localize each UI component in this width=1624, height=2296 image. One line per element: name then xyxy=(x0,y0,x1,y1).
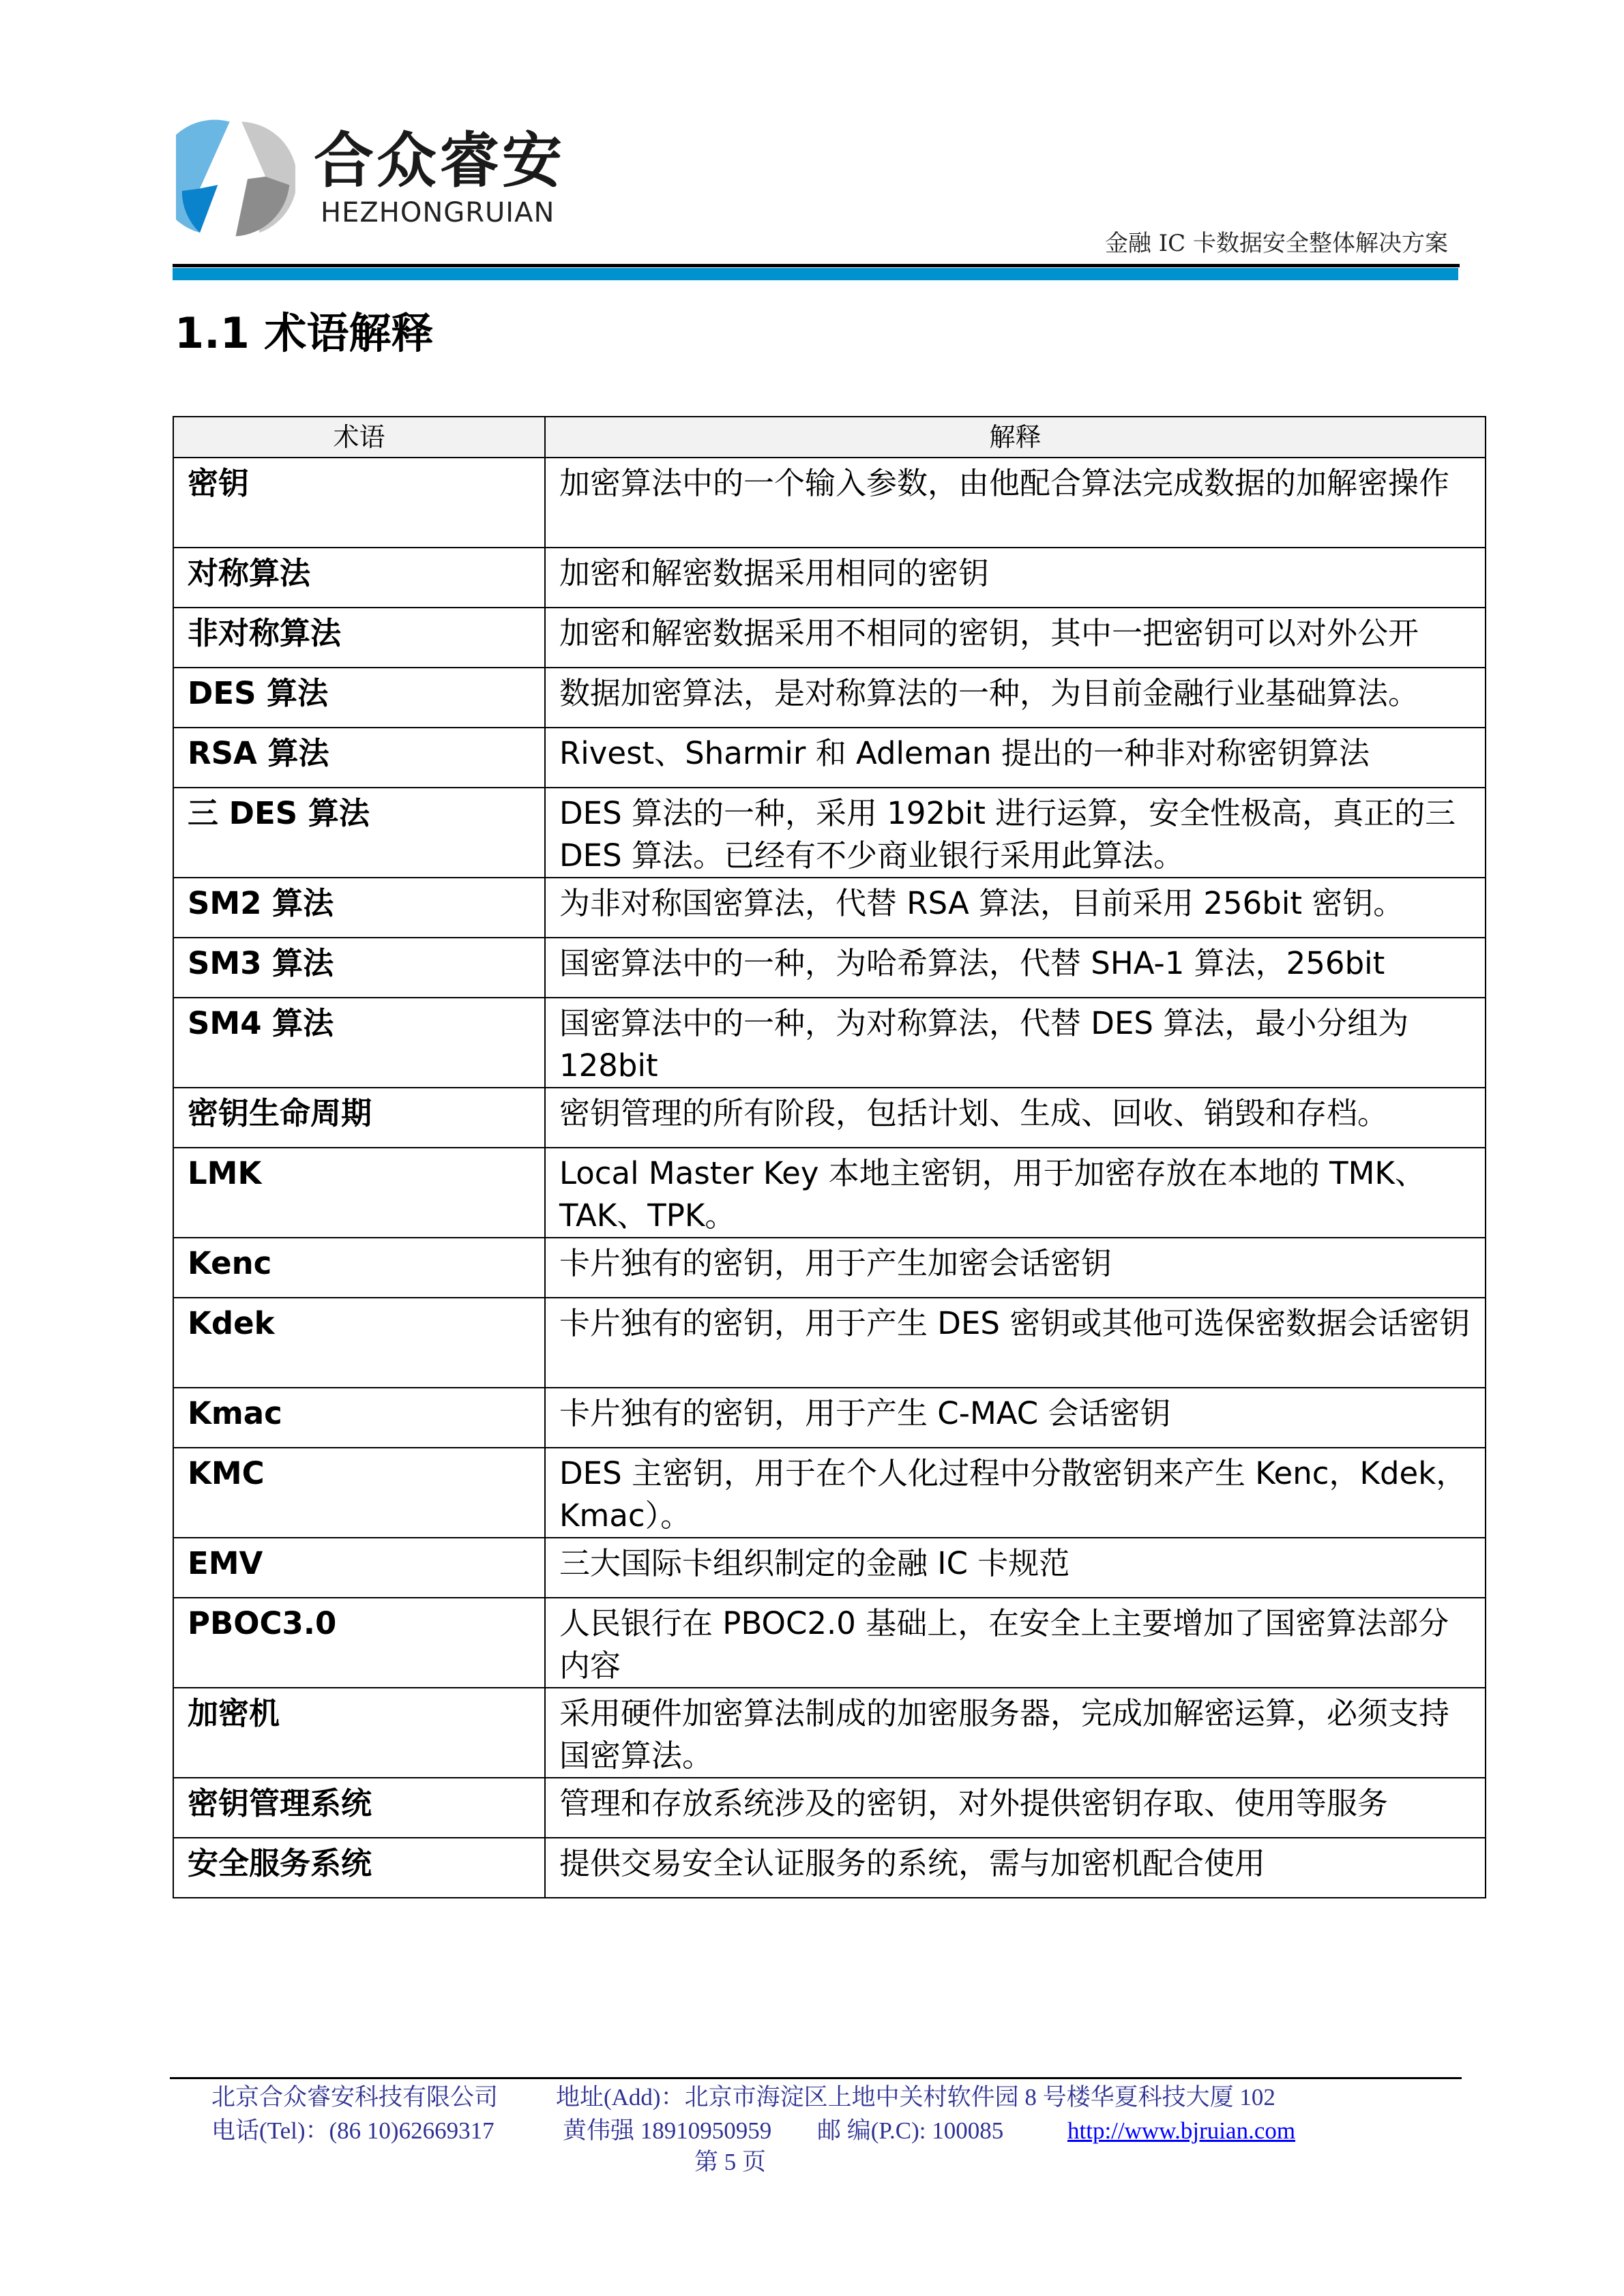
description-cell: 卡片独有的密钥，用于产生 DES 密钥或其他可选保密数据会话密钥 xyxy=(545,1298,1486,1388)
footer-company: 北京合众睿安科技有限公司 xyxy=(211,2084,499,2111)
section-title: 1.1 术语解释 xyxy=(175,308,434,358)
term-cell: 密钥管理系统 xyxy=(173,1778,545,1838)
table-row xyxy=(173,788,1486,878)
footer-address: 地址(Add)：北京市海淀区上地中关村软件园 8 号楼华夏科技大厦 102 xyxy=(556,2084,1275,2111)
table-row xyxy=(173,1538,1486,1598)
table-row xyxy=(173,1838,1486,1898)
table-row xyxy=(173,938,1486,998)
glossary-table xyxy=(173,416,1486,1898)
page-number: 第 5 页 xyxy=(694,2149,767,2175)
description-cell: 卡片独有的密钥，用于产生加密会话密钥 xyxy=(545,1238,1486,1298)
description-cell: 人民银行在 PBOC2.0 基础上，在安全上主要增加了国密算法部分内容 xyxy=(545,1598,1486,1688)
term-cell: SM3 算法 xyxy=(173,938,545,998)
table-row xyxy=(173,1778,1486,1838)
description-cell: 密钥管理的所有阶段，包括计划、生成、回收、销毁和存档。 xyxy=(545,1088,1486,1148)
description-cell: 国密算法中的一种，为对称算法，代替 DES 算法，最小分组为 128bit xyxy=(545,998,1486,1088)
description-cell: 卡片独有的密钥，用于产生 C-MAC 会话密钥 xyxy=(545,1388,1486,1448)
term-cell: 三 DES 算法 xyxy=(173,788,545,878)
logo-text-en: HEZHONGRUIAN xyxy=(321,197,555,228)
table-row xyxy=(173,1598,1486,1688)
term-cell: 对称算法 xyxy=(173,548,545,608)
term-cell: Kmac xyxy=(173,1388,545,1448)
column-header-desc: 解释 xyxy=(545,417,1486,458)
header-accent-bar xyxy=(173,268,1458,280)
table-row xyxy=(173,548,1486,608)
description-cell: DES 算法的一种，采用 192bit 进行运算，安全性极高，真正的三 DES 算法。已经有不少商业银行采用此算法。 xyxy=(545,788,1486,878)
table-row xyxy=(173,1388,1486,1448)
footer-postcode: 邮 编(P.C): 100085 xyxy=(817,2117,1004,2144)
term-cell: EMV xyxy=(173,1538,545,1598)
term-cell: 密钥生命周期 xyxy=(173,1088,545,1148)
description-cell: DES 主密钥，用于在个人化过程中分散密钥来产生 Kenc，Kdek，Kmac）。 xyxy=(545,1448,1486,1538)
description-cell: 三大国际卡组织制定的金融 IC 卡规范 xyxy=(545,1538,1486,1598)
term-cell: SM2 算法 xyxy=(173,878,545,938)
term-cell: DES 算法 xyxy=(173,668,545,728)
column-header-term: 术语 xyxy=(173,417,545,458)
term-cell: 非对称算法 xyxy=(173,608,545,668)
table-row xyxy=(173,728,1486,788)
logo-text-cn: 合众睿安 xyxy=(314,125,565,196)
term-cell: Kenc xyxy=(173,1238,545,1298)
description-cell: Rivest、Sharmir 和 Adleman 提出的一种非对称密钥算法 xyxy=(545,728,1486,788)
term-cell: 安全服务系统 xyxy=(173,1838,545,1898)
term-cell: Kdek xyxy=(173,1298,545,1388)
table-header-row xyxy=(173,417,1486,458)
footer-website-link[interactable]: http://www.bjruian.com xyxy=(1067,2117,1296,2144)
table-row xyxy=(173,1088,1486,1148)
table-row xyxy=(173,1148,1486,1238)
description-cell: Local Master Key 本地主密钥，用于加密存放在本地的 TMK、TAK、TPK。 xyxy=(545,1148,1486,1238)
term-cell: 加密机 xyxy=(173,1688,545,1778)
document-title: 金融 IC 卡数据安全整体解决方案 xyxy=(1104,230,1448,257)
header-divider xyxy=(173,264,1460,267)
footer-tel: 电话(Tel)：(86 10)62669317 xyxy=(211,2117,494,2144)
table-row xyxy=(173,998,1486,1088)
term-cell: RSA 算法 xyxy=(173,728,545,788)
footer-divider xyxy=(170,2077,1462,2079)
company-logo-icon xyxy=(176,119,295,239)
term-cell: KMC xyxy=(173,1448,545,1538)
term-cell: LMK xyxy=(173,1148,545,1238)
table-row xyxy=(173,1688,1486,1778)
table-row xyxy=(173,1448,1486,1538)
description-cell: 提供交易安全认证服务的系统，需与加密机配合使用 xyxy=(545,1838,1486,1898)
table-row xyxy=(173,608,1486,668)
table-row xyxy=(173,458,1486,548)
description-cell: 为非对称国密算法，代替 RSA 算法，目前采用 256bit 密钥。 xyxy=(545,878,1486,938)
description-cell: 国密算法中的一种，为哈希算法，代替 SHA-1 算法，256bit xyxy=(545,938,1486,998)
table-row xyxy=(173,1238,1486,1298)
term-cell: PBOC3.0 xyxy=(173,1598,545,1688)
footer-contact: 黄伟强 18910950959 xyxy=(563,2117,772,2144)
description-cell: 加密算法中的一个输入参数，由他配合算法完成数据的加解密操作 xyxy=(545,458,1486,548)
table-row xyxy=(173,668,1486,728)
description-cell: 加密和解密数据采用不相同的密钥，其中一把密钥可以对外公开 xyxy=(545,608,1486,668)
table-row xyxy=(173,1298,1486,1388)
description-cell: 加密和解密数据采用相同的密钥 xyxy=(545,548,1486,608)
term-cell: SM4 算法 xyxy=(173,998,545,1088)
description-cell: 采用硬件加密算法制成的加密服务器，完成加解密运算，必须支持国密算法。 xyxy=(545,1688,1486,1778)
description-cell: 管理和存放系统涉及的密钥，对外提供密钥存取、使用等服务 xyxy=(545,1778,1486,1838)
term-cell: 密钥 xyxy=(173,458,545,548)
description-cell: 数据加密算法，是对称算法的一种，为目前金融行业基础算法。 xyxy=(545,668,1486,728)
table-row xyxy=(173,878,1486,938)
